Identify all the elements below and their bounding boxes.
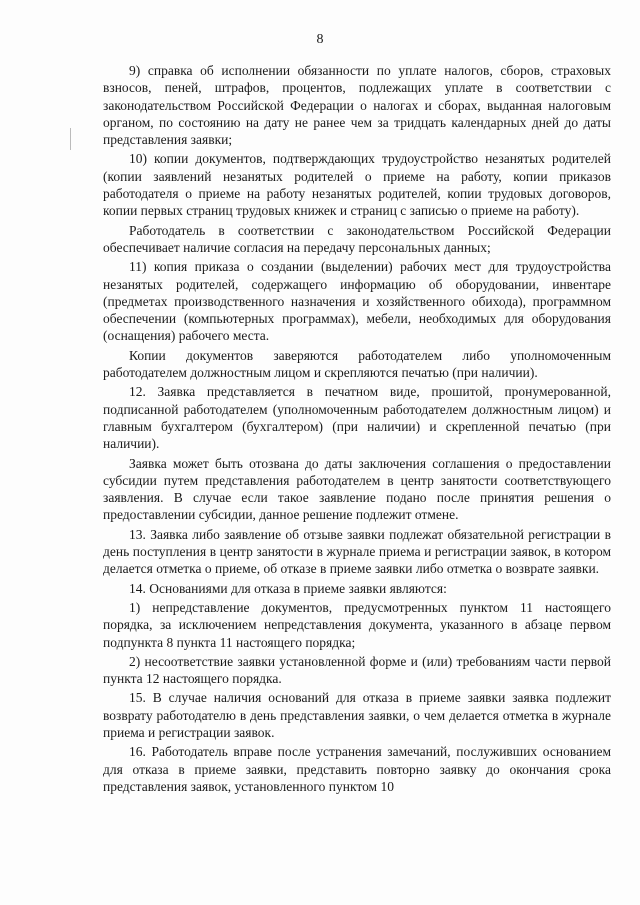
paragraph-14-2-form-mismatch: 2) несоответствие заявки установленной форме и (или) требованиям части первой пункта 12 настоящего порядка. (103, 653, 611, 687)
paragraph-withdrawal: Заявка может быть отозвана до даты заключения соглашения о предоставлении субсидии путем представления работодателем в центр занятости соответствующего заявления. В случае если такое заявление подано после принятия решения о предоставлении субсидии, данное решение подлежит отмене. (103, 455, 611, 523)
paragraph-10-employment-copies: 10) копии документов, подтверждающих трудоустройство незанятых родителей (копии заявлений незанятых родителей о приеме на работу, копии приказов работодателя о приеме на работу незанятых родителей, копии трудовых договоров, копии первых страниц трудовых книжек и страниц с записью о приеме на работу). (103, 151, 611, 219)
page-number: 8 (316, 32, 324, 47)
paragraph-personal-data-consent: Работодатель в соответствии с законодательством Российской Федерации обеспечивает наличие согласия на передачу персональных данных; (103, 222, 611, 255)
paragraph-12-submission-form: 12. Заявка представляется в печатном виде, прошитой, пронумерованной, подписанной работодателем (уполномоченным работодателем должностным лицом) и главным бухгалтером (бухгалтером) (при наличии) и скрепленной печатью (при наличии). (103, 384, 611, 452)
paragraph-13-registration: 13. Заявка либо заявление об отзыве заявки подлежат обязательной регистрации в день поступления в центр занятости в журнале приема и регистрации заявок, в котором делается отметка о приеме, об отказе в приеме заявки либо отметка о возврате заявки. (103, 526, 611, 577)
paragraph-15-return: 15. В случае наличия оснований для отказа в приеме заявки заявка подлежит возврату работодателю в день представления заявки, о чем делается отметка в журнале приема и регистрации заявок. (103, 690, 611, 740)
scan-mark (70, 128, 74, 150)
paragraph-16-resubmission: 16. Работодатель вправе после устранения замечаний, послуживших основанием для отказа в приеме заявки, представить повторно заявку до окончания срока представления заявок, установленного пунктом 10 (103, 744, 611, 794)
paragraph-copy-certification: Копии документов заверяются работодателем либо уполномоченным работодателем должностным лицом и скрепляются печатью (при наличии). (103, 347, 611, 381)
paragraph-9-tax-certificate: 9) справка об исполнении обязанности по уплате налогов, сборов, страховых взносов, пеней, штрафов, процентов, подлежащих уплате в соответствии с законодательством Российской Федерации о налогах и сборах, выданная налоговым органом, по состоянию на дату не ранее чем за тридцать календарных дней до даты представления заявки; (103, 63, 611, 148)
paragraph-14-1-missing-documents: 1) непредставление документов, предусмотренных пунктом 11 настоящего порядка, за исключением непредставления документа, указанного в абзаце первом подпункта 8 пункта 11 настоящего порядка; (103, 599, 611, 650)
paragraph-11-order-copy: 11) копия приказа о создании (выделении) рабочих мест для трудоустройства незанятых родителей, содержащего информацию об оборудовании, инвентаре (предметах производственного назначения и хозяйственного обихода), программном обеспечении (компьютерных программах), мебели, необходимых для оборудования (оснащения) рабочего места. (103, 259, 611, 344)
document-body (103, 62, 611, 797)
paragraph-14-refusal-grounds: 14. Основаниями для отказа в приеме заявки являются: (129, 580, 447, 596)
